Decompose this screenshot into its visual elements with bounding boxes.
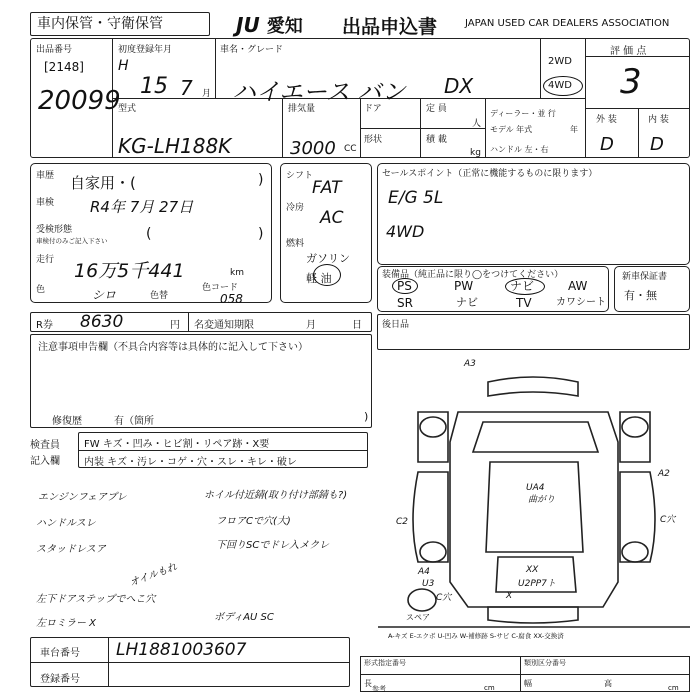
type-label: 型式 xyxy=(118,104,137,114)
car-name-value: ハイエース バン xyxy=(232,78,406,106)
displacement-label: 排気量 xyxy=(288,104,316,114)
equip-pw: PW xyxy=(454,279,474,293)
note-9: 下回りSCでドレ入メクレ xyxy=(216,540,330,551)
score-value: 3 xyxy=(620,62,642,102)
lot-number: 20099 xyxy=(38,86,121,116)
sales-point-1: E/G 5L xyxy=(388,188,444,208)
exam-label: 受検形態 xyxy=(36,225,73,235)
ref-label: 参考 xyxy=(372,685,386,693)
diag-label-a2: A2 xyxy=(658,469,670,479)
equip-tv: TV xyxy=(516,296,532,310)
equip-ps: PS xyxy=(397,279,412,293)
equip-navi-circle xyxy=(505,278,545,295)
reg-era: H xyxy=(118,58,129,74)
diag-label-ua4: UA4 xyxy=(526,483,545,493)
lot-label: 出品番号 xyxy=(36,45,73,55)
inspection-label: 車検 xyxy=(36,198,55,208)
exam-sub: 車検付のみご記入下さい xyxy=(36,237,108,245)
note-7: ホイル付近錆(取り付け部錆も?) xyxy=(204,490,348,501)
history-value: 自家用・( xyxy=(70,174,136,192)
handle-label: ハンドル 左・右 xyxy=(490,145,549,154)
association-name: JAPAN USED CAR DEALERS ASSOCIATION xyxy=(465,18,670,29)
diag-label-spare: スペア xyxy=(406,613,430,622)
inspector-label-1: 検査員 xyxy=(30,440,60,451)
color-label: 色 xyxy=(36,285,46,295)
equip-aw: AW xyxy=(568,279,588,293)
dealer-label: ディーラー・並 行 xyxy=(490,109,556,118)
history-label: 車歴 xyxy=(36,171,55,181)
ac-label: 冷房 xyxy=(286,203,305,213)
recycle-label: R券 xyxy=(36,320,53,331)
note-8: フロアCで穴(大) xyxy=(216,516,291,527)
height-label: 高 xyxy=(604,679,612,688)
mileage-value: 16万5千441 xyxy=(74,260,185,282)
ac-value: AC xyxy=(320,208,344,228)
note-1: エンジンフェアプレ xyxy=(38,492,127,503)
equip-navi-top: ナビ xyxy=(510,279,535,293)
inspection-value: R4年 7月 27日 xyxy=(90,198,194,216)
logo-mark: JU xyxy=(236,13,260,37)
equip-sr: SR xyxy=(397,296,413,310)
length-unit: cm xyxy=(484,684,495,692)
notes-label: 注意事項申告欄（不具合内容等は具体的に記入して下さい） xyxy=(38,342,308,353)
notice-label: 名変通知期限 xyxy=(194,320,254,331)
diag-label-a4: A4 xyxy=(418,567,430,577)
width-label: 幅 xyxy=(524,679,532,688)
inspector-interior-row: 内装 キズ・汚レ・コゲ・穴・スレ・キレ・破レ xyxy=(84,457,297,468)
score-label: 評 価 点 xyxy=(610,46,647,57)
note-6: 左ロミラー X xyxy=(36,618,97,629)
note-3: スタッドレスア xyxy=(36,544,106,555)
reg-month-unit: 月 xyxy=(202,89,212,99)
storage-label: 車内保管・守衛保管 xyxy=(37,16,163,32)
drive-2wd: 2WD xyxy=(548,56,572,67)
shape-label: 形状 xyxy=(364,135,383,145)
car-damage-diagram xyxy=(378,352,690,642)
type-designation-label: 形式指定番号 xyxy=(364,659,406,667)
repair-value: 有（箇所 xyxy=(114,416,154,427)
equipment-label: 装備品（純正品に限り◯をつけてください） xyxy=(382,270,564,280)
diag-label-xx: XX xyxy=(526,565,539,575)
shift-label: シフト xyxy=(286,171,314,181)
diag-label-c-hole-right: C穴 xyxy=(660,515,676,525)
color-value: シロ xyxy=(92,288,117,302)
chassis-label: 車台番号 xyxy=(40,648,80,659)
reg-month: 7 xyxy=(180,76,193,100)
color-change-label: 色替 xyxy=(150,291,169,301)
diag-label-u2: U2PP7ト xyxy=(518,579,556,589)
drive-4wd-circle xyxy=(543,76,583,96)
fuel-light: 軽 油 xyxy=(306,272,332,285)
note-2: ハンドルスレ xyxy=(36,518,96,529)
capacity-unit: 人 xyxy=(472,119,482,129)
interior-label: 内 装 xyxy=(648,115,669,125)
warranty-label: 新車保証書 xyxy=(622,272,668,282)
repair-label: 修復歴 xyxy=(52,416,82,427)
chassis-value: LH1881003607 xyxy=(116,640,247,660)
inspector-label-2: 記入欄 xyxy=(30,456,60,467)
year-unit: 年 xyxy=(570,125,578,134)
reg-year: 15 xyxy=(140,74,168,99)
car-grade-value: DX xyxy=(444,74,474,98)
load-unit: kg xyxy=(470,148,481,158)
recycle-unit: 円 xyxy=(170,320,180,331)
door-label: ドア xyxy=(364,104,382,114)
color-code-value: 058 xyxy=(220,292,243,306)
storage-label-box xyxy=(30,12,210,36)
drive-4wd: 4WD xyxy=(548,80,572,91)
sales-points-label: セールスポイント（正常に機能するものに限ります） xyxy=(382,169,598,179)
height-unit: cm xyxy=(668,684,679,692)
logo xyxy=(236,12,303,38)
retrofit-label: 後日品 xyxy=(382,320,410,330)
load-label: 積 載 xyxy=(426,135,447,145)
inspector-fw-row: FW キズ・凹み・ヒビ割・リペア跡・X要 xyxy=(84,439,270,450)
capacity-label: 定 員 xyxy=(426,104,447,114)
retrofit-section xyxy=(377,314,690,350)
sales-point-2: 4WD xyxy=(386,222,425,241)
diag-label-x: X xyxy=(506,591,513,601)
diag-label-bend: 曲がり xyxy=(528,495,556,505)
first-reg-label: 初度登録年月 xyxy=(118,45,173,55)
equip-ps-circle xyxy=(392,278,418,294)
exterior-value: D xyxy=(600,134,614,155)
length-label: 長 xyxy=(364,679,372,688)
model-year-label: モデル 年式 xyxy=(490,125,533,134)
diag-label-c2: C2 xyxy=(396,517,409,527)
displacement-unit: CC xyxy=(344,144,357,154)
exterior-label: 外 装 xyxy=(596,115,617,125)
notice-day: 日 xyxy=(352,320,362,331)
notice-month: 月 xyxy=(306,320,316,331)
mileage-label: 走行 xyxy=(36,255,55,265)
fuel-value: ガソリン xyxy=(306,252,350,265)
lot-small-number: [2148] xyxy=(44,60,84,74)
fuel-label: 燃料 xyxy=(286,239,305,249)
mileage-unit: km xyxy=(230,268,244,278)
recycle-value: 8630 xyxy=(80,312,124,332)
displacement-value: 3000 xyxy=(290,138,336,159)
diag-label-c-hole-left: C穴 xyxy=(436,593,452,603)
diag-label-a3: A3 xyxy=(464,359,476,369)
diagram-legend: A-キズ E-エクボ U-凹み W-補修跡 S-サビ C-腐食 XX-交換済 xyxy=(388,632,564,640)
form-title: 出品申込書 xyxy=(342,16,438,38)
shift-value: FAT xyxy=(312,178,342,198)
type-value: KG-LH188K xyxy=(118,134,232,158)
category-label: 類別区分番号 xyxy=(524,659,566,667)
equip-seat: カワシート xyxy=(556,297,606,308)
note-10: ボディAU SC xyxy=(214,612,274,623)
car-name-label: 車名・グレード xyxy=(220,45,284,55)
registration-number-label: 登録番号 xyxy=(40,674,80,685)
logo-text: 愛知 xyxy=(266,16,303,37)
fuel-light-circle xyxy=(313,264,341,286)
note-4: オイルもれ xyxy=(128,561,179,590)
interior-value: D xyxy=(650,134,664,155)
equip-navi: ナビ xyxy=(456,296,478,309)
diag-label-u3: U3 xyxy=(422,579,435,589)
warranty-value: 有・無 xyxy=(624,289,657,302)
color-code-label: 色コード xyxy=(202,283,239,293)
note-5: 左下ドアステップでへこ穴 xyxy=(36,594,156,605)
